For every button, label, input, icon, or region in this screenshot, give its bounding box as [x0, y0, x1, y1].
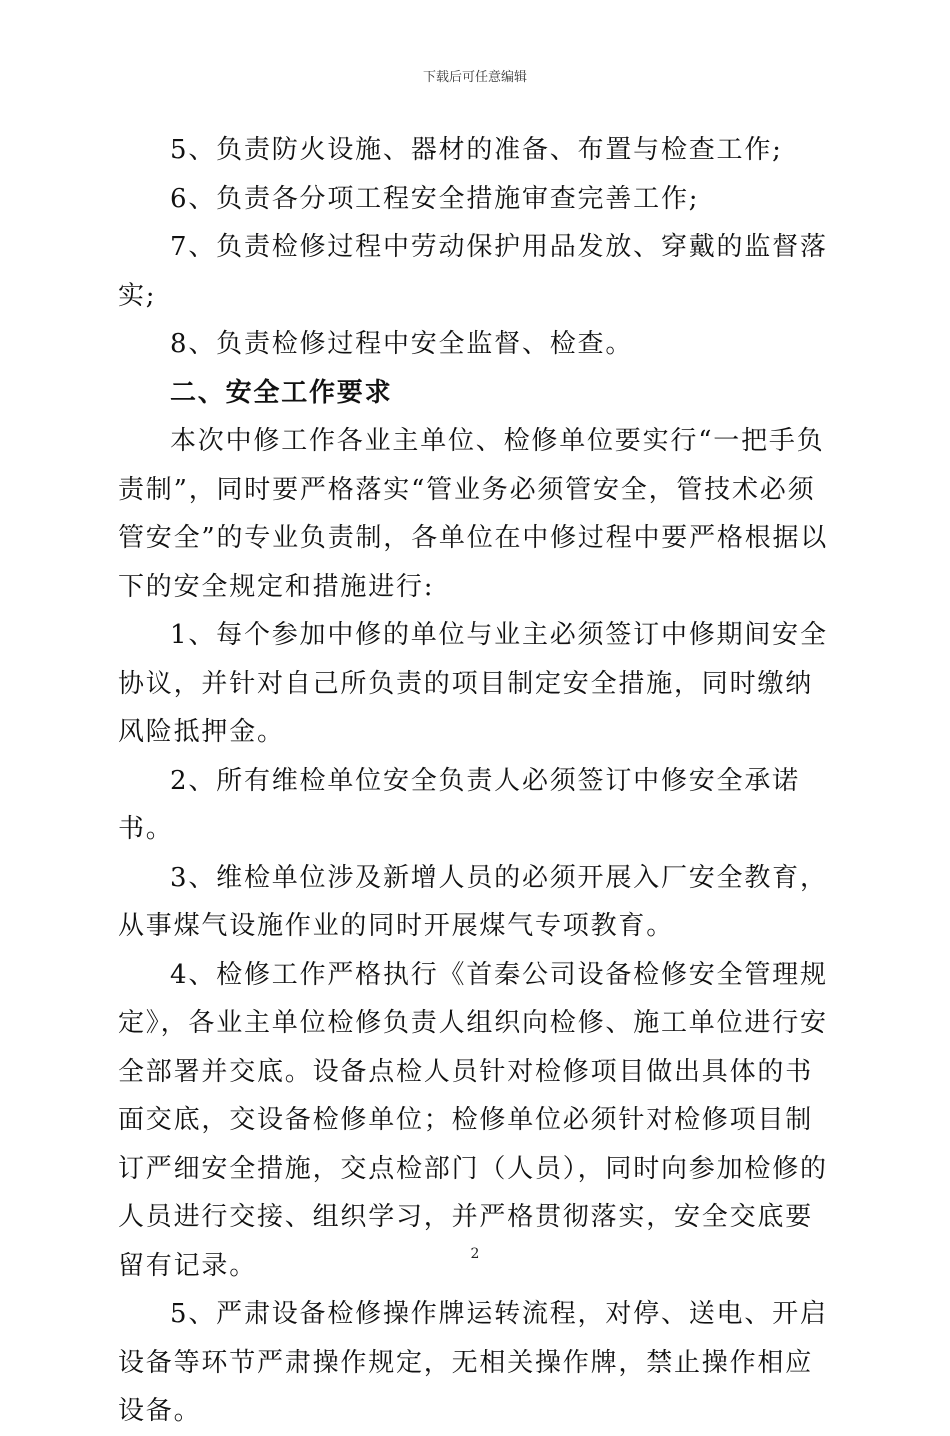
- requirement-4: 4、检修工作严格执行《首秦公司设备检修安全管理规定》，各业主单位检修负责人组织向检修、施工单位进行安全部署并交底。设备点检人员针对检修项目做出具体的书面交底，交设备检修单位；检修单位必须针对检修项目制订严细安全措施，交点检部门（人员），同时向参加检修的人员进行交接、组织学习，并严格贯彻落实，安全交底要留有记录。: [118, 959, 828, 1281]
- section-heading-safety-requirements: 二、安全工作要求: [170, 377, 393, 408]
- requirement-3: 3、维检单位涉及新增人员的必须开展入厂安全教育，从事煤气设施作业的同时开展煤气专项教育。: [118, 862, 828, 941]
- requirement-5: 5、严肃设备检修操作牌运转流程，对停、送电、开启设备等环节严肃操作规定，无相关操作牌，禁止操作相应设备。: [118, 1299, 828, 1426]
- requirement-2: 2、所有维检单位安全负责人必须签订中修安全承诺书。: [118, 765, 800, 844]
- document-body: [118, 126, 834, 1436]
- paragraph-intro: 本次中修工作各业主单位、检修单位要实行“一把手负责制”，同时要严格落实“管业务必须管安全，管技术必须管安全”的专业负责制，各单位在中修过程中要严格根据以下的安全规定和措施进行:: [118, 426, 829, 602]
- page-number: 2: [470, 1246, 480, 1262]
- requirement-1: 1、每个参加中修的单位与业主必须签订中修期间安全协议，并针对自己所负责的项目制定安全措施，同时缴纳风险抵押金。: [118, 620, 828, 747]
- list-item-5-fire-equipment: 5、负责防火设施、器材的准备、布置与检查工作;: [170, 135, 783, 165]
- list-item-6-safety-review: 6、负责各分项工程安全措施审查完善工作;: [170, 183, 700, 214]
- list-item-7-protective-gear: 7、负责检修过程中劳动保护用品发放、穿戴的监督落实;: [118, 232, 828, 311]
- page-header-note: 下载后可任意编辑: [422, 70, 527, 85]
- list-item-8-safety-supervision: 8、负责检修过程中安全监督、检查。: [170, 329, 634, 359]
